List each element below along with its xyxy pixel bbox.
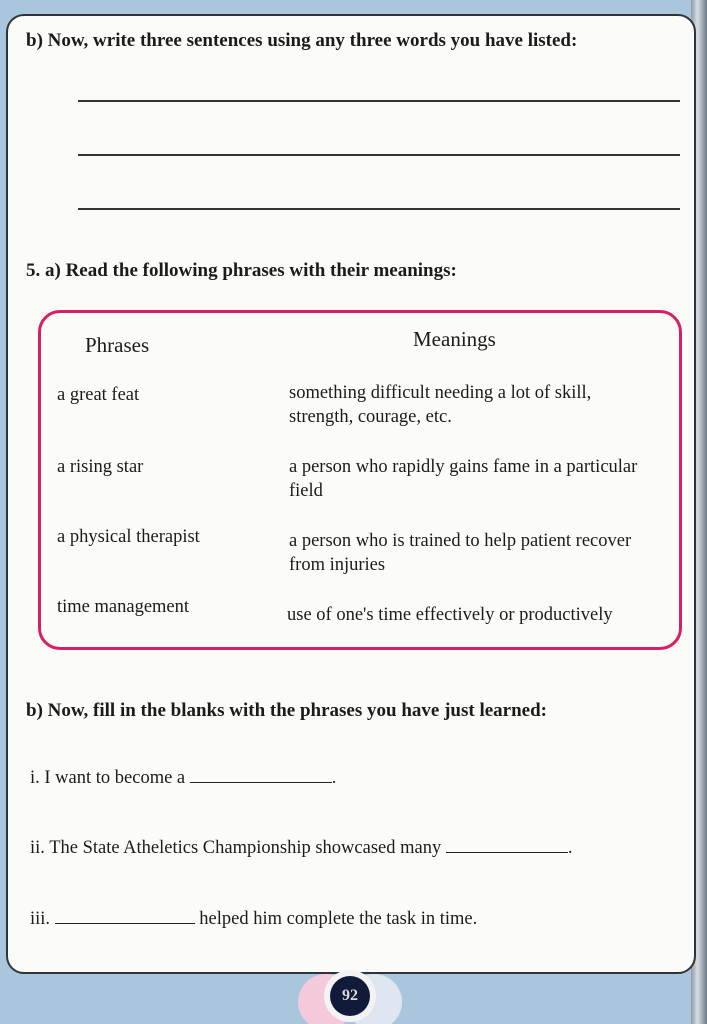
phrase-4: time management [57,597,190,617]
fill-item-3-text: iii. [30,909,51,929]
blank-2[interactable] [446,838,568,853]
phrases-header: Phrases [85,333,150,357]
fill-item-2-end: . [567,838,573,858]
fill-item-1-end: . [331,768,337,788]
fill-item-1-text: i. I want to become a [30,768,186,788]
fill-item-3 [30,909,477,930]
meaning-2: a person who rapidly gains fame in a particular field [289,457,638,501]
question-5b-title: b) Now, fill in the blanks with the phrases you have just learned: [26,700,547,721]
fill-item-3-end: helped him complete the task in time. [199,909,478,929]
meaning-3: a person who is trained to help patient recover from injuries [289,531,632,575]
meaning-4: use of one's time effectively or productively [287,605,613,625]
phrase-3: a physical therapist [57,527,200,547]
question-5a-title: 5. a) Read the following phrases with their meanings: [26,260,457,281]
answer-line-2[interactable] [78,154,680,156]
fill-item-2 [30,838,572,859]
page-number: 92 [330,976,370,1016]
phrases-table-box [38,310,682,650]
question-4b-title: b) Now, write three sentences using any three words you have listed: [26,30,578,51]
meanings-header: Meanings [413,327,496,351]
phrase-2: a rising star [57,457,144,477]
phrase-1: a great feat [57,385,140,405]
blank-1[interactable] [190,768,332,783]
answer-line-3[interactable] [78,208,680,210]
answer-line-1[interactable] [78,100,680,102]
meaning-1: something difficult needing a lot of skill, strength, courage, etc. [289,383,592,427]
fill-item-1 [30,768,336,789]
fill-item-2-text: ii. The State Atheletics Championship showcased many [30,838,442,858]
blank-3[interactable] [55,909,195,924]
